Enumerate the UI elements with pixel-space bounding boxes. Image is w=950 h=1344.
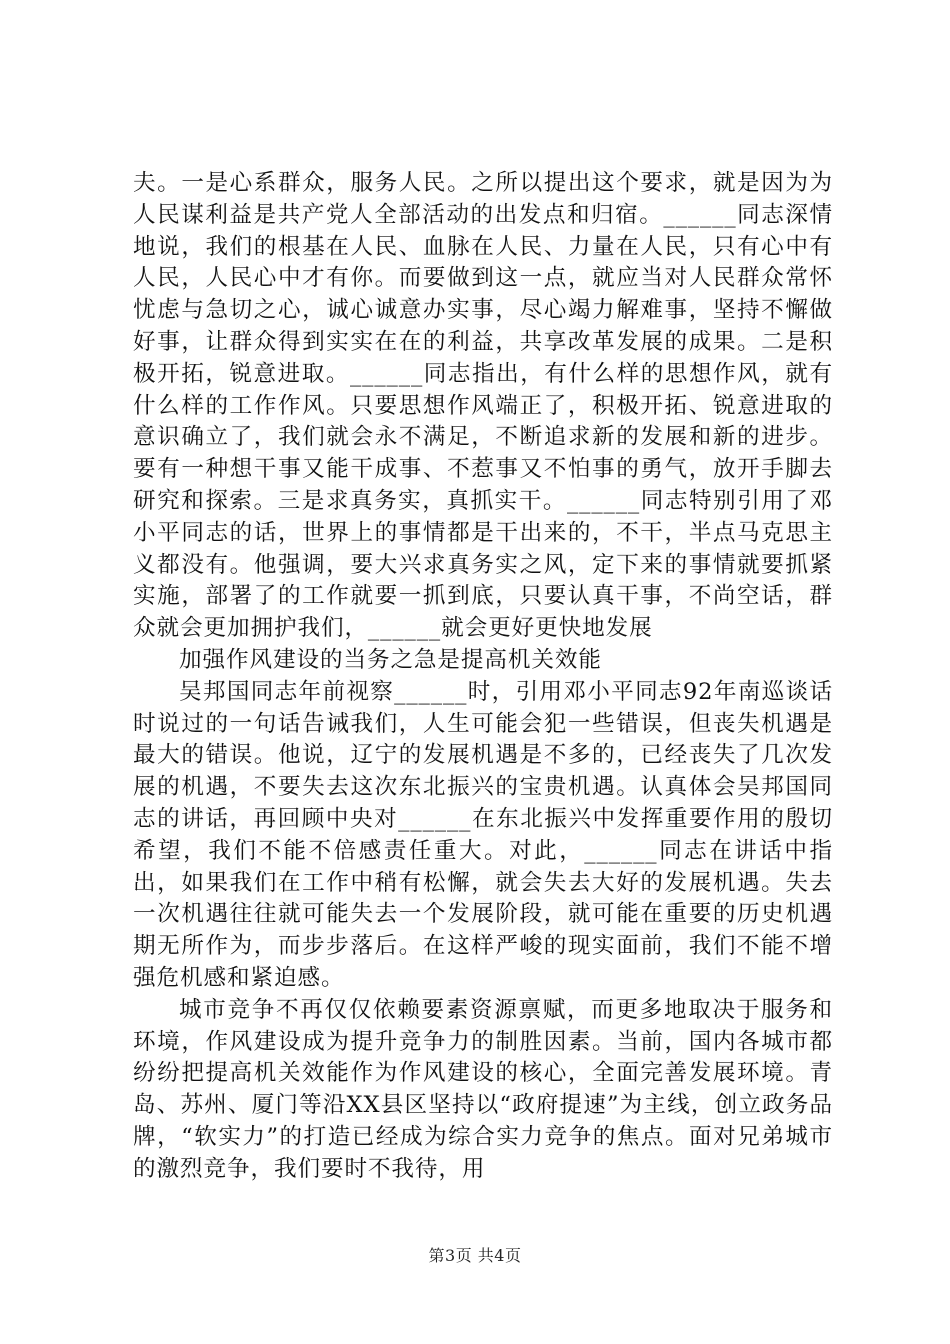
section-heading: 加强作风建设的当务之急是提高机关效能	[179, 646, 602, 673]
document-body	[133, 168, 833, 1186]
page-footer: 第3页 共4页	[428, 1246, 522, 1265]
paragraph-1: 夫。一是心系群众，服务人民。之所以提出这个要求，就是因为为人民谋利益是共产党人全部活动的出发点和归宿。______同志深情地说，我们的根基在人民、血脉在人民、力量在人民，只有心中有人民，人民心中才有你。而要做到这一点，就应当对人民群众常怀忧虑与急切之心，诚心诚意办实事，尽心竭力解难事，坚持不懈做好事，让群众得到实实在在的利益，共享改革发展的成果。二是积极开拓，锐意进取。______同志指出，有什么样的思想作风，就有什么样的工作作风。只要思想作风端正了，积极开拓、锐意进取的意识确立了，我们就会永不满足，不断追求新的发展和新的进步。要有一种想干事又能干成事、不惹事又不怕事的勇气，放开手脚去研究和探索。三是求真务实，真抓实干。______同志特别引用了邓小平同志的话，世界上的事情都是干出来的，不干，半点马克思主义都没有。他强调，要大兴求真务实之风，定下来的事情就要抓紧实施，部署了的工作就要一抓到底，只要认真干事，不尚空话，群众就会更加拥护我们，______就会更好更快地发展	[133, 170, 833, 642]
paragraph-2: 吴邦国同志年前视察______时，引用邓小平同志92年南巡谈话时说过的一句话告诫我们，人生可能会犯一些错误，但丧失机遇是最大的错误。他说，辽宁的发展机遇是不多的，已经丧失了几次发展的机遇，不要失去这次东北振兴的宝贵机遇。认真体会吴邦国同志的讲话，再回顾中央对______在东北振兴中发挥重要作用的殷切希望，我们不能不倍感责任重大。对此，______同志在讲话中指出，如果我们在工作中稍有松懈，就会失去大好的发展机遇。失去一次机遇往往就可能失去一个发展阶段，就可能在重要的历史机遇期无所作为，而步步落后。在这样严峻的现实面前，我们不能不增强危机感和紧迫感。	[133, 678, 833, 991]
paragraph-3: 城市竞争不再仅仅依赖要素资源禀赋，而更多地取决于服务和环境，作风建设成为提升竞争力的制胜因素。当前，国内各城市都纷纷把提高机关效能作为作风建设的核心，全面完善发展环境。青岛、苏州、厦门等沿XX县区坚持以“政府提速”为主线，创立政务品牌，“软实力”的打造已经成为综合实力竞争的焦点。面对兄弟城市的激烈竞争，我们要时不我待，用	[133, 996, 833, 1182]
